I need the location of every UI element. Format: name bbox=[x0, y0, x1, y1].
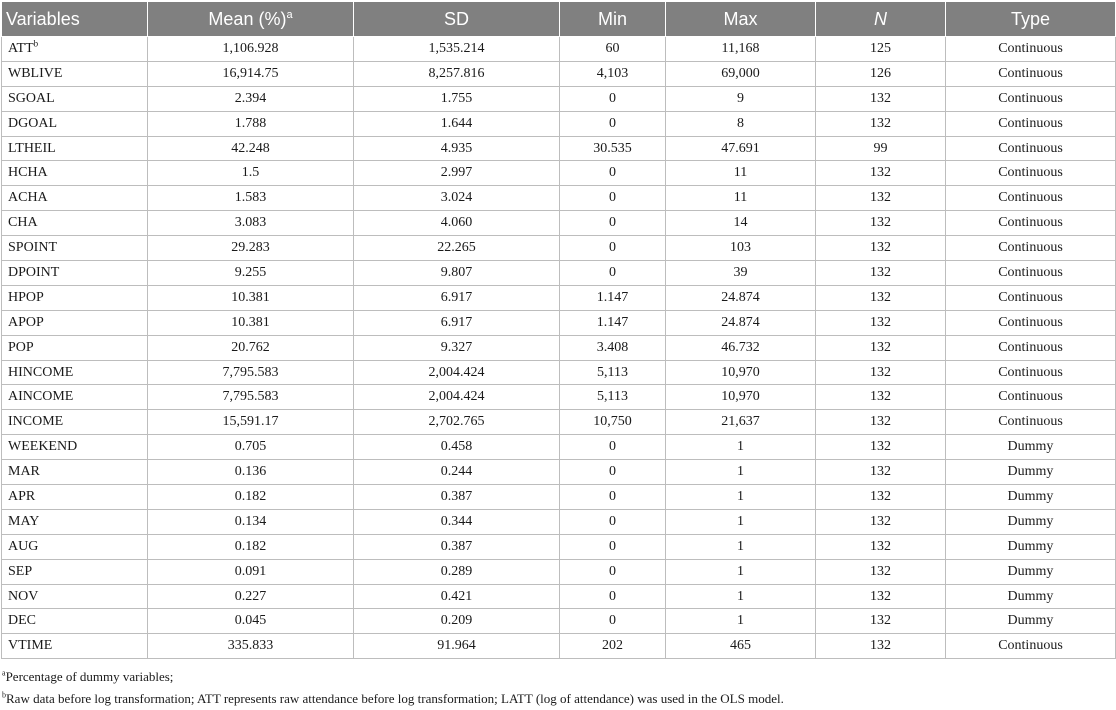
min-cell: 1.147 bbox=[560, 310, 666, 335]
min-cell: 0 bbox=[560, 485, 666, 510]
variable-name-cell bbox=[2, 385, 148, 410]
variable-name-cell bbox=[2, 634, 148, 659]
sd-cell: 1.755 bbox=[354, 86, 560, 111]
min-cell: 5,113 bbox=[560, 360, 666, 385]
footnote-a bbox=[2, 666, 1112, 688]
mean-cell: 7,795.583 bbox=[148, 385, 354, 410]
max-cell: 103 bbox=[666, 236, 816, 261]
variable-name-cell bbox=[2, 360, 148, 385]
variable-footnote-mark: b bbox=[33, 38, 39, 49]
max-cell: 8 bbox=[666, 111, 816, 136]
min-cell: 0 bbox=[560, 534, 666, 559]
variable-name: INCOME bbox=[8, 414, 64, 430]
footnote-a-mark: a bbox=[2, 668, 6, 678]
variable-name-cell bbox=[2, 37, 148, 62]
header-variables: Variables bbox=[2, 2, 148, 37]
sd-cell: 4.935 bbox=[354, 136, 560, 161]
table-row bbox=[2, 385, 1116, 410]
table-row bbox=[2, 435, 1116, 460]
max-cell: 14 bbox=[666, 211, 816, 236]
n-cell: 132 bbox=[816, 609, 946, 634]
sd-cell: 9.327 bbox=[354, 335, 560, 360]
variable-name: MAY bbox=[8, 513, 40, 529]
type-cell: Dummy bbox=[946, 485, 1116, 510]
mean-cell: 7,795.583 bbox=[148, 360, 354, 385]
min-cell: 3.408 bbox=[560, 335, 666, 360]
variable-name: HPOP bbox=[8, 289, 44, 305]
max-cell: 9 bbox=[666, 86, 816, 111]
variable-name-cell bbox=[2, 410, 148, 435]
variable-name-cell bbox=[2, 236, 148, 261]
variable-name-cell bbox=[2, 485, 148, 510]
mean-cell: 10.381 bbox=[148, 285, 354, 310]
variable-name-cell bbox=[2, 285, 148, 310]
type-cell: Continuous bbox=[946, 385, 1116, 410]
max-cell: 1 bbox=[666, 559, 816, 584]
type-cell: Continuous bbox=[946, 335, 1116, 360]
max-cell: 11,168 bbox=[666, 37, 816, 62]
table-row bbox=[2, 136, 1116, 161]
n-cell: 132 bbox=[816, 410, 946, 435]
table-row bbox=[2, 310, 1116, 335]
table-row bbox=[2, 37, 1116, 62]
type-cell: Continuous bbox=[946, 86, 1116, 111]
variable-name: SPOINT bbox=[8, 240, 58, 256]
variable-name: DEC bbox=[8, 613, 36, 629]
variable-name: APR bbox=[8, 488, 36, 504]
max-cell: 1 bbox=[666, 485, 816, 510]
table-row bbox=[2, 360, 1116, 385]
max-cell: 1 bbox=[666, 534, 816, 559]
mean-cell: 0.705 bbox=[148, 435, 354, 460]
table-row bbox=[2, 161, 1116, 186]
n-cell: 132 bbox=[816, 236, 946, 261]
sd-cell: 0.421 bbox=[354, 584, 560, 609]
table-row bbox=[2, 460, 1116, 485]
max-cell: 24.874 bbox=[666, 285, 816, 310]
header-n: N bbox=[816, 2, 946, 37]
variable-name-cell bbox=[2, 86, 148, 111]
n-cell: 132 bbox=[816, 335, 946, 360]
min-cell: 202 bbox=[560, 634, 666, 659]
n-cell: 132 bbox=[816, 111, 946, 136]
mean-cell: 16,914.75 bbox=[148, 61, 354, 86]
table-row bbox=[2, 86, 1116, 111]
mean-cell: 0.182 bbox=[148, 534, 354, 559]
n-cell: 132 bbox=[816, 534, 946, 559]
n-cell: 132 bbox=[816, 385, 946, 410]
mean-cell: 1.5 bbox=[148, 161, 354, 186]
type-cell: Continuous bbox=[946, 285, 1116, 310]
sd-cell: 1.644 bbox=[354, 111, 560, 136]
n-cell: 132 bbox=[816, 161, 946, 186]
mean-cell: 15,591.17 bbox=[148, 410, 354, 435]
min-cell: 0 bbox=[560, 111, 666, 136]
mean-cell: 1.583 bbox=[148, 186, 354, 211]
mean-cell: 10.381 bbox=[148, 310, 354, 335]
variable-name-cell bbox=[2, 136, 148, 161]
min-cell: 10,750 bbox=[560, 410, 666, 435]
type-cell: Continuous bbox=[946, 236, 1116, 261]
variable-name-cell bbox=[2, 559, 148, 584]
sd-cell: 0.244 bbox=[354, 460, 560, 485]
n-cell: 132 bbox=[816, 211, 946, 236]
header-max: Max bbox=[666, 2, 816, 37]
variable-name-cell bbox=[2, 435, 148, 460]
sd-cell: 2,702.765 bbox=[354, 410, 560, 435]
sd-cell: 1,535.214 bbox=[354, 37, 560, 62]
variable-name-cell bbox=[2, 161, 148, 186]
variable-name: MAR bbox=[8, 464, 40, 480]
sd-cell: 0.344 bbox=[354, 509, 560, 534]
n-cell: 126 bbox=[816, 61, 946, 86]
max-cell: 1 bbox=[666, 460, 816, 485]
min-cell: 0 bbox=[560, 559, 666, 584]
sd-cell: 2,004.424 bbox=[354, 385, 560, 410]
variable-name: ACHA bbox=[8, 190, 48, 206]
n-cell: 132 bbox=[816, 435, 946, 460]
min-cell: 0 bbox=[560, 236, 666, 261]
sd-cell: 6.917 bbox=[354, 285, 560, 310]
type-cell: Continuous bbox=[946, 186, 1116, 211]
max-cell: 47.691 bbox=[666, 136, 816, 161]
type-cell: Continuous bbox=[946, 360, 1116, 385]
n-cell: 132 bbox=[816, 460, 946, 485]
variable-name: POP bbox=[8, 339, 34, 355]
variable-name-cell bbox=[2, 310, 148, 335]
n-cell: 132 bbox=[816, 584, 946, 609]
min-cell: 0 bbox=[560, 211, 666, 236]
header-mean-footnote-mark: a bbox=[286, 8, 293, 21]
min-cell: 0 bbox=[560, 261, 666, 286]
min-cell: 5,113 bbox=[560, 385, 666, 410]
variable-name: DGOAL bbox=[8, 115, 57, 131]
table-row bbox=[2, 410, 1116, 435]
mean-cell: 0.227 bbox=[148, 584, 354, 609]
max-cell: 10,970 bbox=[666, 360, 816, 385]
variable-name: APOP bbox=[8, 314, 44, 330]
max-cell: 1 bbox=[666, 509, 816, 534]
sd-cell: 22.265 bbox=[354, 236, 560, 261]
n-cell: 132 bbox=[816, 86, 946, 111]
n-cell: 132 bbox=[816, 186, 946, 211]
n-cell: 132 bbox=[816, 310, 946, 335]
table-row bbox=[2, 335, 1116, 360]
table-row bbox=[2, 211, 1116, 236]
variable-name: HCHA bbox=[8, 165, 48, 181]
variable-name-cell bbox=[2, 211, 148, 236]
min-cell: 0 bbox=[560, 161, 666, 186]
n-cell: 132 bbox=[816, 261, 946, 286]
max-cell: 1 bbox=[666, 609, 816, 634]
min-cell: 0 bbox=[560, 460, 666, 485]
n-cell: 132 bbox=[816, 285, 946, 310]
min-cell: 1.147 bbox=[560, 285, 666, 310]
mean-cell: 0.182 bbox=[148, 485, 354, 510]
table-body bbox=[2, 37, 1116, 659]
type-cell: Dummy bbox=[946, 584, 1116, 609]
sd-cell: 91.964 bbox=[354, 634, 560, 659]
n-cell: 125 bbox=[816, 37, 946, 62]
variable-name: LTHEIL bbox=[8, 140, 56, 156]
variable-name-cell bbox=[2, 534, 148, 559]
variable-name: CHA bbox=[8, 215, 38, 231]
type-cell: Continuous bbox=[946, 111, 1116, 136]
min-cell: 0 bbox=[560, 609, 666, 634]
variable-name-cell bbox=[2, 186, 148, 211]
sd-cell: 3.024 bbox=[354, 186, 560, 211]
table-header-row bbox=[2, 2, 1116, 37]
footnote-b bbox=[2, 688, 1112, 710]
type-cell: Continuous bbox=[946, 310, 1116, 335]
n-cell: 132 bbox=[816, 360, 946, 385]
sd-cell: 8,257.816 bbox=[354, 61, 560, 86]
max-cell: 69,000 bbox=[666, 61, 816, 86]
max-cell: 24.874 bbox=[666, 310, 816, 335]
mean-cell: 20.762 bbox=[148, 335, 354, 360]
footnote-b-mark: b bbox=[2, 690, 6, 700]
variable-name-cell bbox=[2, 609, 148, 634]
variable-name-cell bbox=[2, 261, 148, 286]
variable-name: WEEKEND bbox=[8, 439, 78, 455]
sd-cell: 2,004.424 bbox=[354, 360, 560, 385]
type-cell: Dummy bbox=[946, 559, 1116, 584]
mean-cell: 1.788 bbox=[148, 111, 354, 136]
sd-cell: 6.917 bbox=[354, 310, 560, 335]
type-cell: Dummy bbox=[946, 460, 1116, 485]
min-cell: 0 bbox=[560, 509, 666, 534]
variable-name-cell bbox=[2, 460, 148, 485]
footnote-b-text: Raw data before log transformation; ATT represents raw attendance before log transformation; LATT (log of attendance) was used in the OLS model. bbox=[6, 691, 784, 706]
mean-cell: 0.136 bbox=[148, 460, 354, 485]
sd-cell: 0.289 bbox=[354, 559, 560, 584]
header-min: Min bbox=[560, 2, 666, 37]
variable-name: ATT bbox=[8, 40, 34, 56]
variable-name: VTIME bbox=[8, 638, 53, 654]
variable-name-cell bbox=[2, 111, 148, 136]
type-cell: Dummy bbox=[946, 534, 1116, 559]
max-cell: 465 bbox=[666, 634, 816, 659]
min-cell: 60 bbox=[560, 37, 666, 62]
table-row bbox=[2, 509, 1116, 534]
mean-cell: 42.248 bbox=[148, 136, 354, 161]
variable-name: WBLIVE bbox=[8, 65, 63, 81]
type-cell: Dummy bbox=[946, 609, 1116, 634]
min-cell: 0 bbox=[560, 186, 666, 211]
max-cell: 10,970 bbox=[666, 385, 816, 410]
min-cell: 0 bbox=[560, 584, 666, 609]
variable-name: SEP bbox=[8, 563, 33, 579]
max-cell: 1 bbox=[666, 435, 816, 460]
table-row bbox=[2, 236, 1116, 261]
type-cell: Continuous bbox=[946, 634, 1116, 659]
mean-cell: 29.283 bbox=[148, 236, 354, 261]
table-row bbox=[2, 261, 1116, 286]
type-cell: Dummy bbox=[946, 435, 1116, 460]
header-type: Type bbox=[946, 2, 1116, 37]
min-cell: 4,103 bbox=[560, 61, 666, 86]
n-cell: 132 bbox=[816, 559, 946, 584]
min-cell: 30.535 bbox=[560, 136, 666, 161]
variable-name-cell bbox=[2, 61, 148, 86]
type-cell: Continuous bbox=[946, 161, 1116, 186]
sd-cell: 4.060 bbox=[354, 211, 560, 236]
table-row bbox=[2, 111, 1116, 136]
table-footnotes bbox=[2, 666, 1112, 710]
min-cell: 0 bbox=[560, 86, 666, 111]
mean-cell: 0.134 bbox=[148, 509, 354, 534]
n-cell: 132 bbox=[816, 509, 946, 534]
table-row bbox=[2, 485, 1116, 510]
sd-cell: 9.807 bbox=[354, 261, 560, 286]
max-cell: 11 bbox=[666, 161, 816, 186]
n-cell: 99 bbox=[816, 136, 946, 161]
min-cell: 0 bbox=[560, 435, 666, 460]
n-cell: 132 bbox=[816, 485, 946, 510]
type-cell: Continuous bbox=[946, 211, 1116, 236]
mean-cell: 0.091 bbox=[148, 559, 354, 584]
variable-name: SGOAL bbox=[8, 90, 55, 106]
variable-name: DPOINT bbox=[8, 264, 60, 280]
sd-cell: 0.458 bbox=[354, 435, 560, 460]
max-cell: 21,637 bbox=[666, 410, 816, 435]
type-cell: Continuous bbox=[946, 410, 1116, 435]
mean-cell: 335.833 bbox=[148, 634, 354, 659]
header-sd: SD bbox=[354, 2, 560, 37]
variable-name-cell bbox=[2, 584, 148, 609]
sd-cell: 0.209 bbox=[354, 609, 560, 634]
variable-name: NOV bbox=[8, 588, 39, 604]
sd-cell: 0.387 bbox=[354, 534, 560, 559]
type-cell: Continuous bbox=[946, 37, 1116, 62]
header-mean: Mean (%)$^a$ bbox=[148, 2, 354, 37]
type-cell: Continuous bbox=[946, 261, 1116, 286]
n-cell: 132 bbox=[816, 634, 946, 659]
mean-cell: 1,106.928 bbox=[148, 37, 354, 62]
sd-cell: 0.387 bbox=[354, 485, 560, 510]
descriptive-statistics-table bbox=[1, 1, 1116, 659]
table-row bbox=[2, 609, 1116, 634]
table-row bbox=[2, 634, 1116, 659]
max-cell: 46.732 bbox=[666, 335, 816, 360]
variable-name-cell bbox=[2, 335, 148, 360]
type-cell: Continuous bbox=[946, 136, 1116, 161]
mean-cell: 0.045 bbox=[148, 609, 354, 634]
table-row bbox=[2, 285, 1116, 310]
variable-name: HINCOME bbox=[8, 364, 74, 380]
mean-cell: 2.394 bbox=[148, 86, 354, 111]
variable-name: AINCOME bbox=[8, 389, 74, 405]
max-cell: 39 bbox=[666, 261, 816, 286]
table-row bbox=[2, 61, 1116, 86]
mean-cell: 9.255 bbox=[148, 261, 354, 286]
table-row bbox=[2, 534, 1116, 559]
type-cell: Dummy bbox=[946, 509, 1116, 534]
table-row bbox=[2, 584, 1116, 609]
max-cell: 11 bbox=[666, 186, 816, 211]
max-cell: 1 bbox=[666, 584, 816, 609]
type-cell: Continuous bbox=[946, 61, 1116, 86]
variable-name-cell bbox=[2, 509, 148, 534]
variable-name: AUG bbox=[8, 538, 39, 554]
table-row bbox=[2, 559, 1116, 584]
footnote-a-text: Percentage of dummy variables; bbox=[5, 669, 174, 684]
mean-cell: 3.083 bbox=[148, 211, 354, 236]
table-row bbox=[2, 186, 1116, 211]
sd-cell: 2.997 bbox=[354, 161, 560, 186]
